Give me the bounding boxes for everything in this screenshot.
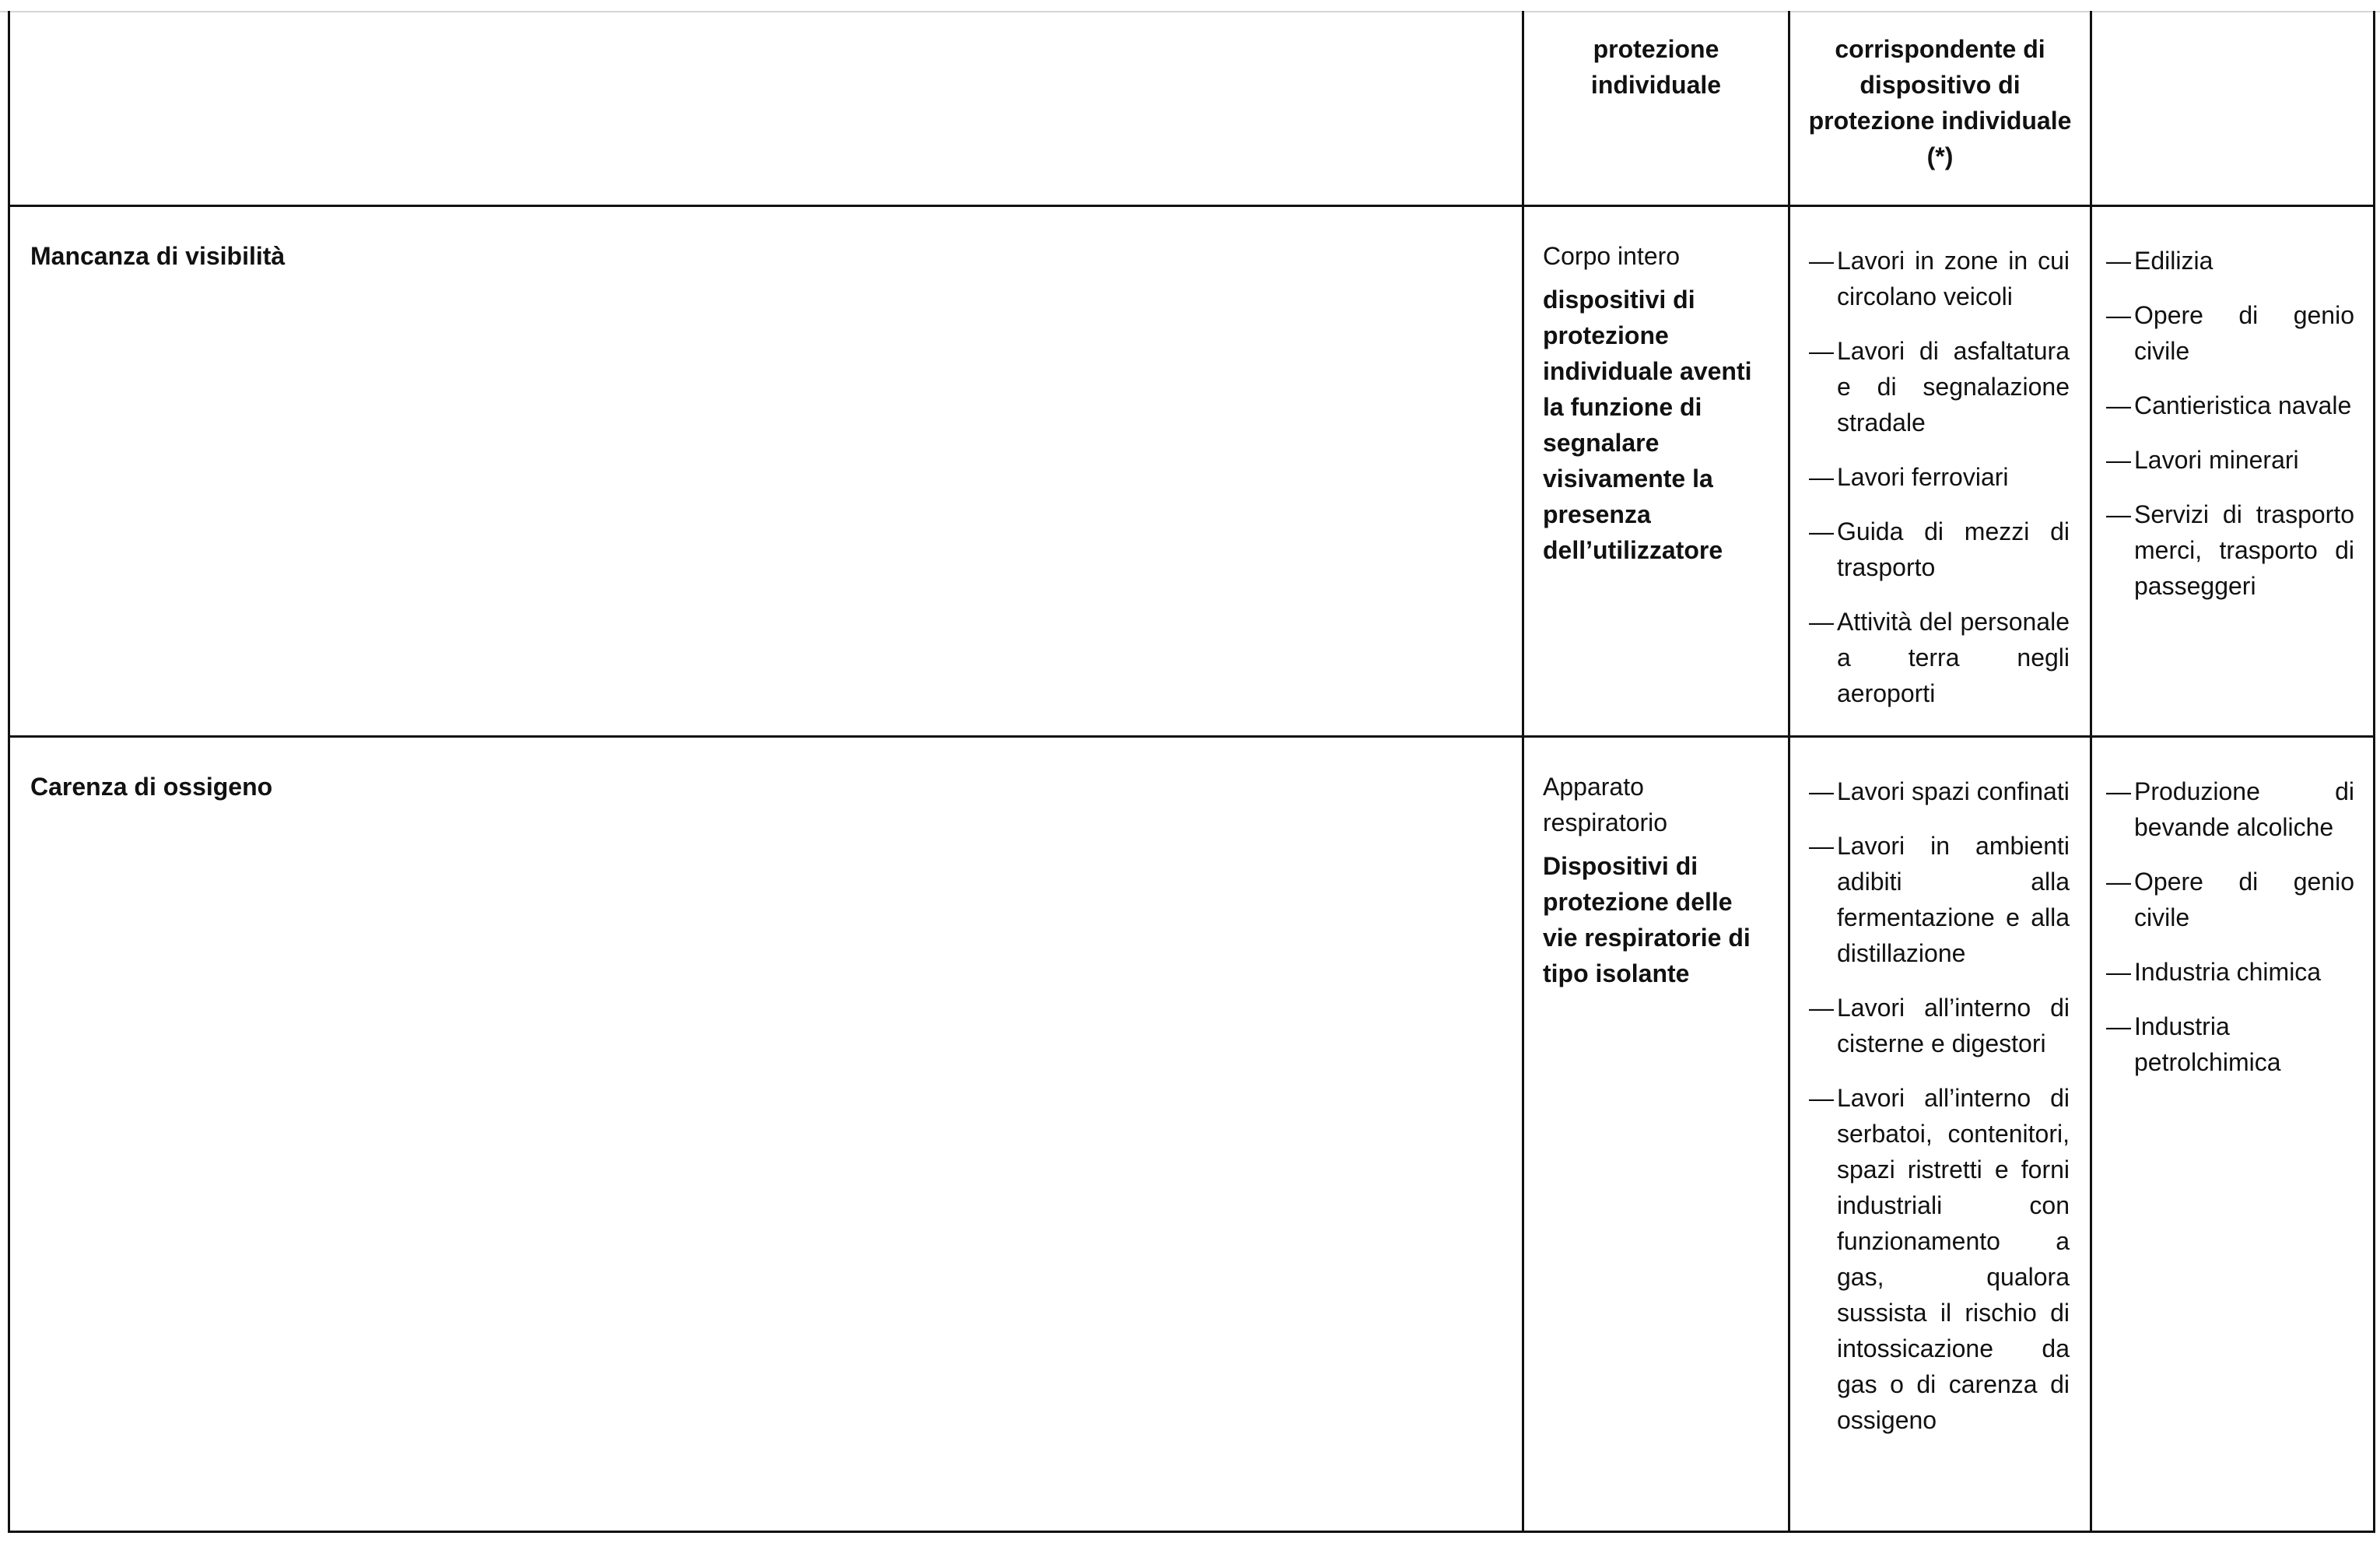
list-item: — Lavori di asfaltatura e di segnalazione stradale xyxy=(1810,333,2070,440)
risk-label: Carenza di ossigeno xyxy=(30,772,273,801)
activities-list xyxy=(1790,207,2090,711)
list-item: — Opere di genio civile xyxy=(2108,864,2354,935)
table-row xyxy=(9,736,2375,1531)
device-description: Dispositivi di protezione delle vie respiratorie di tipo isolante xyxy=(1543,851,1751,987)
sectors-list xyxy=(2092,207,2373,604)
list-item: — Lavori spazi confinati xyxy=(1810,773,2070,809)
header-cell-risk xyxy=(9,11,1523,205)
activities-cell xyxy=(1789,736,2091,1531)
list-item: — Lavori all’interno di serbatoi, contenitori, spazi ristretti e forni industriali con funzionamento a gas, qualora sussista il rischio di intossicazione da gas o di carenza di ossigeno xyxy=(1810,1080,2070,1438)
sectors-cell xyxy=(2091,205,2375,736)
device-description: dispositivi di protezione individuale aventi la funzione di segnalare visivamente la presenza dell’utilizzatore xyxy=(1543,285,1752,564)
risk-label: Mancanza di visibilità xyxy=(30,241,286,270)
body-region-label: Apparato respiratorio xyxy=(1543,772,1668,836)
table-header-row xyxy=(9,11,2375,205)
list-item: — Opere di genio civile xyxy=(2108,297,2354,369)
table-row xyxy=(9,205,2375,736)
header-protection-label: protezione individuale xyxy=(1590,35,1722,99)
risk-cell xyxy=(9,205,1523,736)
risk-cell xyxy=(9,736,1523,1531)
header-cell-activities xyxy=(1789,11,2091,205)
body-region-label: Corpo intero xyxy=(1543,241,1681,270)
list-item: — Attività del personale a terra negli aeroporti xyxy=(1810,604,2070,711)
header-cell-sectors xyxy=(2091,11,2375,205)
list-item: — Cantieristica navale xyxy=(2108,388,2354,423)
header-activities-label: corrispondente di dispositivo di protezione individuale (*) xyxy=(1808,35,2072,170)
list-item: — Industria chimica xyxy=(2108,954,2354,990)
list-item: — Guida di mezzi di trasporto xyxy=(1810,514,2070,585)
sectors-cell xyxy=(2091,736,2375,1531)
list-item: — Servizi di trasporto merci, trasporto di passeggeri xyxy=(2108,496,2354,604)
list-item: — Lavori all’interno di cisterne e digestori xyxy=(1810,990,2070,1061)
list-item: — Lavori ferroviari xyxy=(1810,459,2070,495)
protection-cell xyxy=(1523,205,1789,736)
ppe-risk-table xyxy=(8,11,2375,1533)
protection-cell xyxy=(1523,736,1789,1531)
list-item: — Lavori in ambienti adibiti alla fermentazione e alla distillazione xyxy=(1810,828,2070,971)
list-item: — Lavori in zone in cui circolano veicoli xyxy=(1810,243,2070,314)
list-item: — Produzione di bevande alcoliche xyxy=(2108,773,2354,845)
list-item: — Industria petrolchimica xyxy=(2108,1008,2354,1080)
sectors-list xyxy=(2092,738,2373,1080)
list-item: — Edilizia xyxy=(2108,243,2354,279)
activities-list xyxy=(1790,738,2090,1438)
activities-cell xyxy=(1789,205,2091,736)
header-cell-protection xyxy=(1523,11,1789,205)
list-item: — Lavori minerari xyxy=(2108,442,2354,478)
